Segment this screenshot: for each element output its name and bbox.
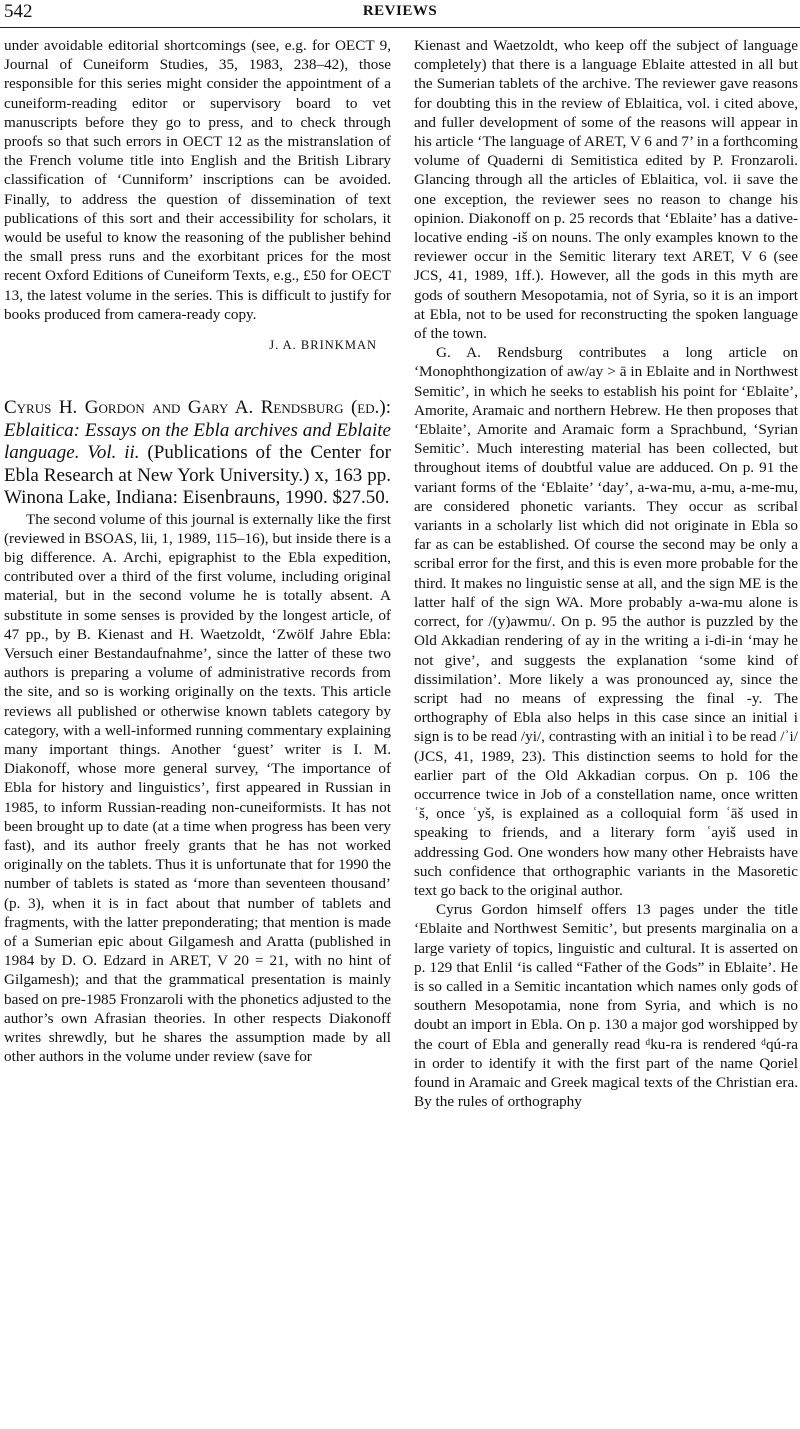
book-citation [4, 397, 391, 510]
review-paragraph-3: Cyrus Gordon himself offers 13 pages under the title ‘Eblaite and Northwest Semitic’, but presents marginalia on a large variety of topics, linguistic and cultural. It is asserted on p. 129 that Enlil ‘is called “Father of the Gods” in Eblaite’. He is so called in a Semitic incantation which names only gods of southern Mesopotamia, none from Syria, and which is no doubt an import in Ebla. On p. 130 a major god worshipped by the court of Ebla and generally read ᵈku-ra is rendered ᵈqú-ra in order to identify it with the first part of the name Qoriel found in Aramaic and Greek magical texts of the Christian era. By the rules of orthography [414, 901, 798, 1111]
page-header [0, 0, 800, 26]
previous-review-ending: under avoidable editorial shortcomings (see, e.g. for OECT 9, Journal of Cuneiform Studies, 35, 1983, 238–42), those responsible for this series might consider the appointment of a cuneiform-reading editor or supervisory board to vet manuscripts before they go to press, and to check through proofs so that such errors in OECT 12 as the mistranslation of the French volume title into English and the British Library classification of ‘Cunniform’ inscriptions can be avoided. Finally, to address the question of dissemination of text publications of this sort and their accessibility for scholars, it would be useful to know the reasoning of the publisher behind the small press runs and the exorbitant prices for the most recent Oxford Editions of Cuneiform Texts, e.g., £50 for OECT 13, the latest volume in the series. This is difficult to justify for books produced from camera-ready copy. [4, 37, 391, 323]
review-paragraph-1: Kienast and Waetzoldt, who keep off the subject of language completely) that there is a language Eblaite attested in all but the Sumerian tablets of the archive. The reviewer gave reasons for doubting this in the review of Eblaitica, vol. i cited above, and fuller development of some of the reasons will appear in his article ‘The language of ARET, V 6 and 7’ in a forthcoming volume of Quaderni di Semitistica edited by P. Fronzaroli. Glancing through all the articles of Eblaitica, vol. ii save the one exception, the reviewer sees no reason to change his opinion. Diakonoff on p. 25 records that ‘Eblaite’ has a dative-locative ending -iš on nouns. The only examples known to the reviewer occur in the Semitic literary text ARET, V 6 (see JCS, 41, 1989, 1ff.). However, all the gods in this myth are gods of southern Mesopotamia, not of Syria, so it is an import at Ebla, not to be used for reconstructing the spoken language of the town. [414, 37, 798, 343]
left-column [4, 36, 391, 1066]
page-number: 542 [4, 1, 33, 22]
citation-details: (Publications of the Center for Ebla Research at New York University.) x, 163 pp. Winona Lake, Indiana: Eisenbrauns, 1990. $27.50. [4, 442, 392, 509]
review-body-paragraph: The second volume of this journal is externally like the first (reviewed in BSOAS, lii, 1, 1989, 115–16), but inside there is a big difference. A. Archi, epigraphist to the Ebla expedition, contributed over a third of the first volume, including original material, but in the second volume he is totally absent. A substitute in some senses is provided by the longest article, of 47 pp., by B. Kienast and H. Waetzoldt, ‘Zwölf Jahre Ebla: Versuch einer Bestandaufnahme’, since the latter of these two authors is preparing a volume of administrative records from the site, and so is working originally on the texts. This article reviews all published or otherwise known tablets category by category, with a well-informed running commentary explaining many important things. Another ‘guest’ writer is I. M. Diakonoff, whose more general survey, ‘The importance of Ebla for history and linguistics’, first appeared in Russian in 1985, to inform Russian-reading non-cuneiformists. It has not been brought up to date (at a time when progress has been very fast), and its author freely grants that he has not worked originally on the tablets. Thus it is unfortunate that for 1990 the number of tablets is stated as ‘more than seventeen thousand’ (p. 3), when it is in fact about that number of tablets and fragments, with the latter preponderating; that mention is made of a Sumerian epic about Gilgamesh and Aratta (published in 1984 by D. O. Edzard in ARET, V 20 = 21, with no hint of Gilgamesh); and that the grammatical presentation is mainly based on pre-1985 Fronzaroli with the phonetics adjusted to the author’s own Afrasian theories. In other respects Diakonoff writes shrewdly, but he shares the assumption made by all other authors in the volume under review (save for [4, 510, 391, 1066]
reviewer-signature: J. A. BRINKMAN [269, 338, 377, 353]
review-paragraph-2: G. A. Rendsburg contributes a long article on ‘Monophthongization of aw/ay > ā in Eblaite and in Northwest Semitic’, in which he seeks to establish his point for ‘Eblaite’, Amorite, Aramaic and northern Hebrew. He then proposes that ‘Eblaite’, Amorite and Aramaic form a Sprachbund, ‘Syrian Semitic’. Much interesting material has been collected, but throughout items of doubtful value are adduced. On p. 91 the variant forms of the ‘Eblaite’ ‘day’, a-wa-mu, a-mu, a-me-mu, are considered phonetic variants. They occur as scribal variants in a scholarly list which did not originate in Ebla so far as can be established. Of course the second may be only a scribal error for the first, and this is even more probable for the third. It makes no linguistic sense at all, and the sign ME is the latter half of the sign WA. More probably a-wa-mu alone is correct, for /(y)awmu/. On p. 95 the author is puzzled by the Old Akkadian rendering of ay in the writing a i-di-in ‘may he not give’, and suggests the explanation ‘some kind of dissimilation’. More likely a was pronounced ay, since the script had no means of expressing the final -y. The orthography of Ebla also helps in this case since an initial i sign is to be read /yi/, contrasting with an initial ì to be read /ʾi/ (JCS, 41, 1989, 23). This distinction seems to hold for the earlier part of the Old Akkadian corpus. On p. 106 the occurrence twice in Job of a constellation name, once written ʿš, once ʿyš, is explained as a colloquial form ʿāš used in speaking to friends, and a literary form ʿayiš used in addressing God. One wonders how many other Hebraists have such confidence that orthographic variants in the Masoretic text go back to the original author. [414, 344, 798, 899]
running-head: REVIEWS [362, 3, 438, 19]
citation-title: Eblaitica: Essays on the Ebla archives and Eblaite language. Vol. ii. [4, 419, 391, 464]
citation-authors: Cyrus H. Gordon and Gary A. Rendsburg (ed.): [4, 397, 391, 419]
header-rule [0, 27, 800, 28]
right-column [414, 36, 798, 1111]
